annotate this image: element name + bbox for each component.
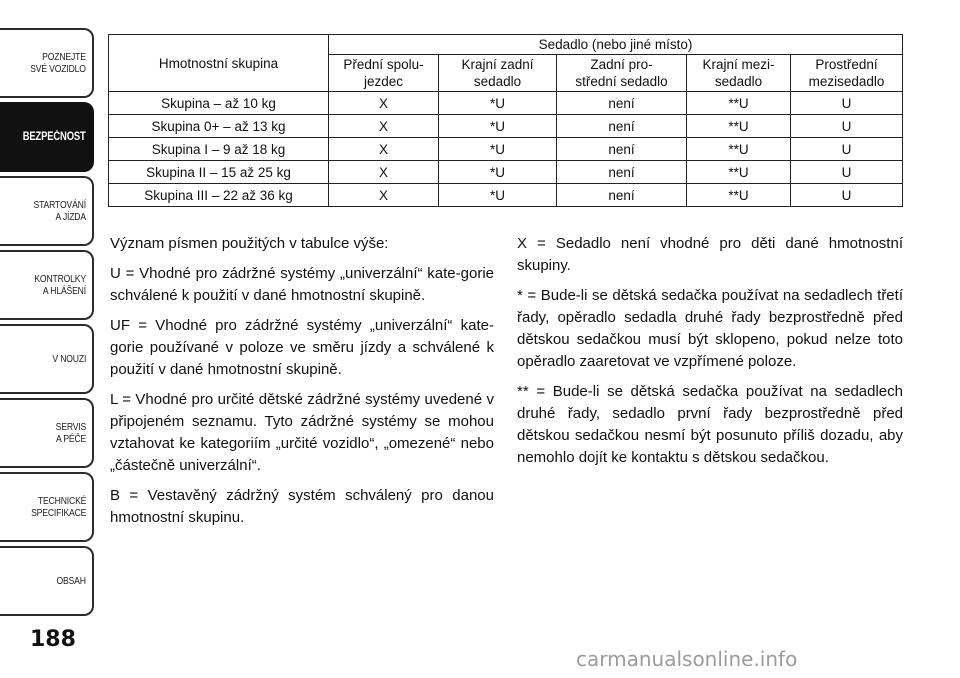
table-cell: U <box>791 161 903 184</box>
tab-technicke[interactable] <box>0 472 94 542</box>
tab-label: SERVIS A PÉČE <box>55 421 86 445</box>
tab-kontrolky[interactable] <box>0 250 94 320</box>
table-cell: *U <box>439 184 557 207</box>
legend-x: X = Sedadlo není vhodné pro děti dané hmotnostní skupiny. <box>517 235 903 274</box>
column-header: Krajní zadní sedadlo <box>439 55 557 92</box>
column-header: Přední spolu- jezdec <box>329 55 439 92</box>
table-cell: U <box>791 115 903 138</box>
table-row <box>109 161 903 184</box>
table-cell: není <box>557 184 687 207</box>
table-row <box>109 92 903 115</box>
table-cell: X <box>329 161 439 184</box>
table-cell: Skupina II – 15 až 25 kg <box>109 161 329 184</box>
table-cell: **U <box>687 184 791 207</box>
tab-label: POZNEJTE SVÉ VOZIDLO <box>30 51 86 75</box>
tab-label: V NOUZI <box>52 353 86 365</box>
watermark: carmanualsonline.info <box>576 647 798 671</box>
tab-label: TECHNICKÉ SPECIFIKACE <box>30 495 86 519</box>
table-cell: U <box>791 92 903 115</box>
table-row <box>109 115 903 138</box>
table-cell: Skupina III – 22 až 36 kg <box>109 184 329 207</box>
tab-v-nouzi[interactable] <box>0 324 94 394</box>
table-cell: není <box>557 92 687 115</box>
table-cell: X <box>329 115 439 138</box>
column-header: Zadní pro- střední sedadlo <box>557 55 687 92</box>
tab-label: KONTROLKY A HLÁŠENÍ <box>34 273 86 297</box>
table-cell: **U <box>687 115 791 138</box>
table-cell: Skupina – až 10 kg <box>109 92 329 115</box>
tab-label: OBSAH <box>56 575 86 587</box>
legend-double-star: ** = Bude-li se dětská sedačka používat na sedadlech druhé řady, sedadlo první řady bezprostředně před dětskou sedačkou nesmí být posunuto příliš dozadu, aby nemohlo dojít ke kontaktu s dětskou sedačkou. <box>517 383 903 466</box>
table-cell: U <box>791 184 903 207</box>
legend-intro: Význam písmen použitých v tabulce výše: <box>110 235 389 252</box>
page-number: 188 <box>30 627 76 652</box>
tab-startovani[interactable] <box>0 176 94 246</box>
table-cell: není <box>557 115 687 138</box>
table-cell: **U <box>687 138 791 161</box>
table-header-row <box>109 35 903 55</box>
tab-obsah[interactable] <box>0 546 94 616</box>
tab-label: STARTOVÁNÍ A JÍZDA <box>33 199 86 223</box>
table-cell: není <box>557 161 687 184</box>
legend-b: B = Vestavěný zádržný systém schválený pro danou hmotnostní skupinu. <box>110 487 494 526</box>
table-cell: X <box>329 92 439 115</box>
group-header: Hmotnostní skupina <box>109 35 329 92</box>
table-cell: **U <box>687 92 791 115</box>
tab-servis[interactable] <box>0 398 94 468</box>
legend-u: U = Vhodné pro zádržné systémy „univerzální“ kate-gorie schválené k použití v dané hmotnostní skupině. <box>110 265 494 304</box>
legend-right-column <box>517 233 903 477</box>
legend-left-column <box>110 233 494 537</box>
table-cell: X <box>329 138 439 161</box>
table-row <box>109 184 903 207</box>
table-cell: **U <box>687 161 791 184</box>
table-cell: není <box>557 138 687 161</box>
legend-uf: UF = Vhodné pro zádržné systémy „univerzální“ kate-gorie používané v poloze ve směru jízdy a schválené k použití v dané hmotnostní skupině. <box>110 317 494 378</box>
legend-l: L = Vhodné pro určité dětské zádržné systémy uvedené v připojeném seznamu. Tyto zádržné systémy se mohou vztahovat ke kategoriím „určité vozidlo“, „omezené“ nebo „částečně univerzální“. <box>110 391 494 474</box>
table-row <box>109 138 903 161</box>
table-cell: X <box>329 184 439 207</box>
table-cell: *U <box>439 138 557 161</box>
table-cell: *U <box>439 161 557 184</box>
table-cell: *U <box>439 92 557 115</box>
table-cell: *U <box>439 115 557 138</box>
tab-poznejte[interactable] <box>0 28 94 98</box>
column-header: Prostřední mezisedadlo <box>791 55 903 92</box>
tab-label: BEZPEČNOST <box>23 131 86 143</box>
seat-header: Sedadlo (nebo jiné místo) <box>329 35 903 55</box>
table-cell: U <box>791 138 903 161</box>
legend-star: * = Bude-li se dětská sedačka používat na sedadlech třetí řady, opěradlo sedadla druhé řady bezprostředně před dětskou sedačkou musí být sklopeno, pokud nelze toto opěradlo zaaretovat ve vzpřímené poloze. <box>517 287 903 370</box>
table-cell: Skupina I – 9 až 18 kg <box>109 138 329 161</box>
table-cell: Skupina 0+ – až 13 kg <box>109 115 329 138</box>
column-header: Krajní mezi- sedadlo <box>687 55 791 92</box>
tab-bezpecnost[interactable] <box>0 102 94 172</box>
child-seat-table <box>108 34 903 207</box>
